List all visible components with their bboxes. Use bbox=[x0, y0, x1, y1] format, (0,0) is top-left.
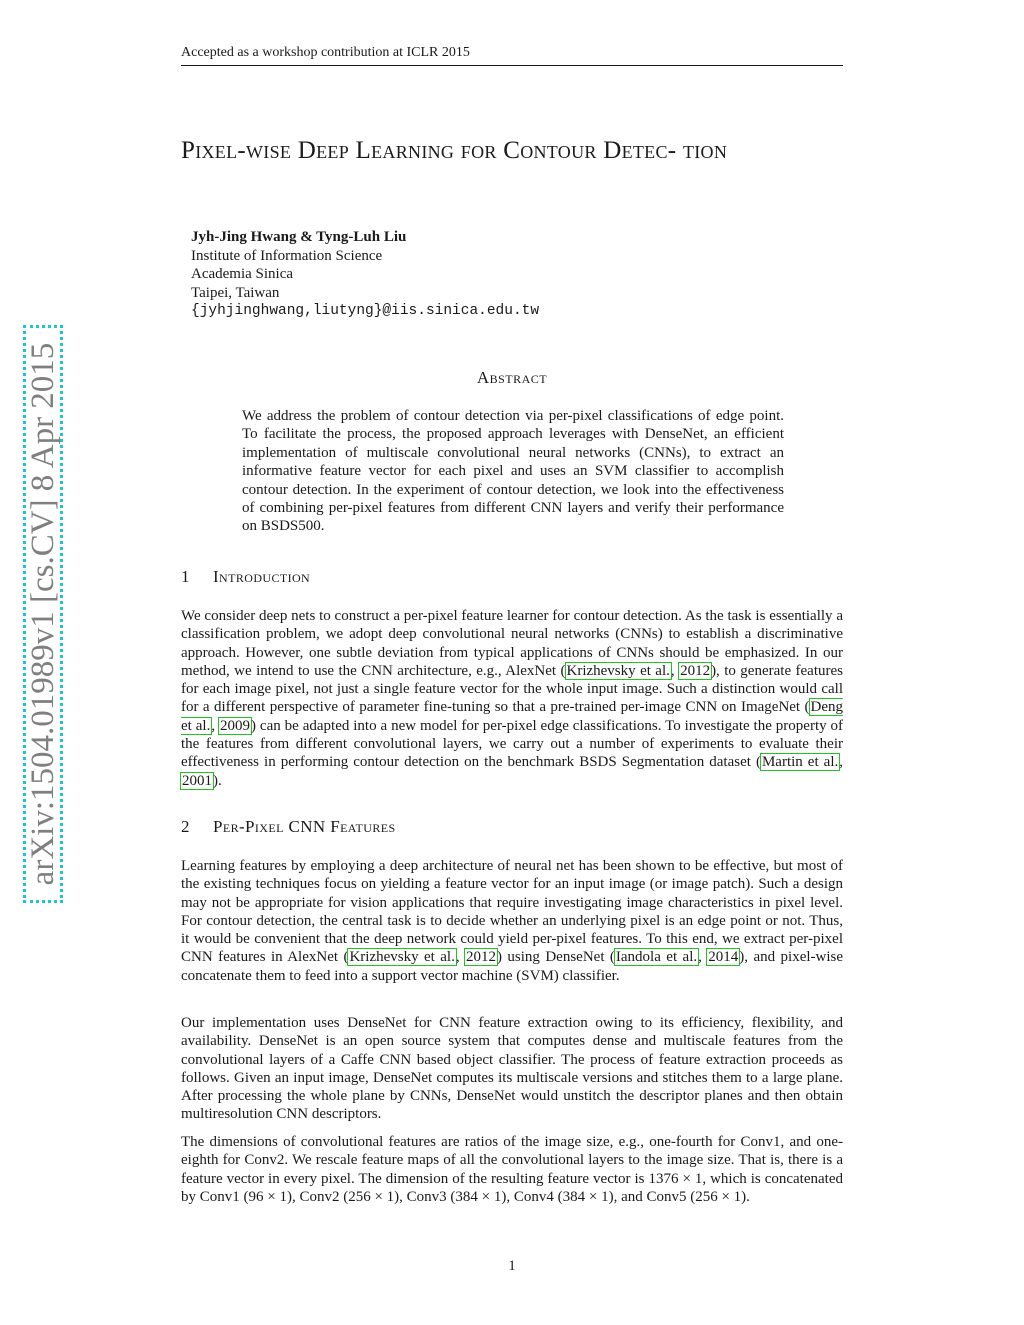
arxiv-stamp[interactable] bbox=[24, 326, 62, 902]
paper-title: Pixel-wise Deep Learning for Contour Detec- tion bbox=[181, 137, 728, 164]
section-2-title: Per-Pixel CNN Features bbox=[213, 817, 396, 836]
intro-text-b: ), to generate features for each image pixel, not just a single feature vector for the whole input image. Such a distinction would call for a different perspective of parameter fine-tuning so that a pre-trained per-image CNN on ImageNet ( bbox=[181, 662, 843, 716]
author-email: {jyhjinghwang,liutyng}@iis.sinica.edu.tw bbox=[191, 303, 540, 319]
citation-martin-year[interactable]: 2001 bbox=[182, 772, 212, 789]
citation-krizhevsky-name[interactable]: Krizhevsky et al. bbox=[566, 662, 670, 679]
intro-text-a: We consider deep nets to construct a per-pixel feature learner for contour detection. As the task is essentially a classification problem, we adopt deep convolutional neural networks (CNNs) to establish a discriminative approach. However, one subtle deviation from typical applications of CNNs should be emphasized. In our method, we intend to use the CNN architecture, e.g., AlexNet ( bbox=[181, 608, 843, 679]
citation-iandola-year[interactable]: 2014 bbox=[708, 949, 739, 966]
citation-krizhevsky-2-year[interactable]: 2012 bbox=[466, 949, 497, 966]
citation-deng-name[interactable]: Deng et al. bbox=[181, 699, 843, 734]
page-number: 1 bbox=[508, 1258, 516, 1274]
citation-iandola-name[interactable]: Iandola et al. bbox=[615, 949, 698, 966]
features-text-b: ) using DenseNet ( bbox=[497, 949, 615, 966]
citation-krizhevsky-year[interactable]: 2012 bbox=[680, 662, 711, 679]
citation-deng-year[interactable]: 2009 bbox=[220, 717, 250, 734]
section-1-title: Introduction bbox=[213, 567, 311, 586]
abstract-text: We address the problem of contour detection via per-pixel classifications of edge point. To facilitate the process, the proposed approach leverages with DenseNet, an efficient implementation of multiscale convolutional neural networks (CNNs), to extract an informative feature vector for each pixel and uses an SVM classifier to accomplish contour detection. In the experiment of contour detection, we look into the effectiveness of combining per-pixel features from different CNN layers and verify their performance on BSDS500. bbox=[242, 408, 784, 535]
author-affiliation-3: Taipei, Taiwan bbox=[191, 284, 280, 301]
section-1-number: 1 bbox=[181, 567, 190, 586]
author-block bbox=[191, 228, 791, 321]
citation-krizhevsky-2-name[interactable]: Krizhevsky et al. bbox=[349, 949, 455, 966]
citation-martin-name[interactable]: Martin et al. bbox=[761, 754, 839, 771]
abstract-heading: Abstract bbox=[476, 368, 548, 387]
features-paragraph-2: Our implementation uses DenseNet for CNN feature extraction owing to its efficiency, flexibility, and availability. DenseNet is an open source system that computes dense and multiscale features from the convolutional layers of a Caffe CNN based object classifier. The process of feature extraction proceeds as follows. Given an input image, DenseNet computes its multiscale versions and stitches them to a large plane. After processing the whole plane by CNNs, DenseNet would unstitch the descriptor planes and then obtain multiresolution CNN descriptors. bbox=[181, 1015, 843, 1123]
section-2-number: 2 bbox=[181, 817, 190, 836]
running-header: Accepted as a workshop contribution at ICLR 2015 bbox=[181, 44, 843, 66]
features-paragraph-3: The dimensions of convolutional features are ratios of the image size, e.g., one-fourth for Conv1, and one-eighth for Conv2. We rescale feature maps of all the convolutional layers to the image size. That is, there is a feature vector in every pixel. The dimension of the resulting feature vector is 1376 × 1, which is concatenated by Conv1 (96 × 1), Conv2 (256 × 1), Conv3 (384 × 1), Conv4 (384 × 1), and Conv5 (256 × 1). bbox=[181, 1134, 843, 1205]
features-text-c: ), and pixel-wise concatenate them to feed into a support vector machine (SVM) classifier. bbox=[181, 949, 844, 984]
section-1-heading bbox=[181, 567, 843, 587]
intro-text-c: ) can be adapted into a new model for per-pixel edge classifications. To investigate the property of the features from different convolutional layers, we carry out a number of experiments to evaluate their effectiveness in performing contour detection on the benchmark BSDS Segmentation dataset ( bbox=[181, 717, 844, 771]
section-2-heading bbox=[181, 817, 843, 837]
author-affiliation-2: Academia Sinica bbox=[191, 266, 294, 282]
intro-text-d: ). bbox=[213, 772, 222, 789]
features-text-a: Learning features by employing a deep architecture of neural net has been shown to be effective, but most of the existing techniques focus on yielding a feature vector for an input image (or image patch). Such a design may not be appropriate for vision applications that require investigating image characteristics in pixel level. For contour detection, the central task is to decide whether an underlying pixel is an edge point or not. Thus, it would be convenient that the deep network could yield per-pixel features. To this end, we extract per-pixel CNN features in AlexNet ( bbox=[181, 858, 843, 966]
intro-paragraph: We consider deep nets to construct a per-pixel feature learner for contour detection. As the task is essentially a classification problem, we adopt deep convolutional neural networks (CNNs) to establish a discriminative approach. However, one subtle deviation from typical applications of CNNs should be emphasized. In our method, we intend to use the CNN architecture, e.g., AlexNet (Krizhevsky et al., 2012), to generate features for each image pixel, not just a single feature vector for the whole input image. Such a distinction would call for a different perspective of parameter fine-tuning so that a pre-trained per-image CNN on ImageNet (Deng et al., 2009) can be adapted into a new model for per-pixel edge classifications. To investigate the property of the features from different convolutional layers, we carry out a number of experiments to evaluate their effectiveness in performing contour detection on the benchmark BSDS Segmentation dataset (Martin et al., 2001). bbox=[181, 608, 844, 789]
author-names: Jyh-Jing Hwang & Tyng-Luh Liu bbox=[191, 229, 407, 245]
features-paragraph-1: Learning features by employing a deep architecture of neural net has been shown to be effective, but most of the existing techniques focus on yielding a feature vector for an input image (or image patch). Such a design may not be appropriate for vision applications that require investigating image characteristics in pixel level. For contour detection, the central task is to decide whether an underlying pixel is an edge point or not. Thus, it would be convenient that the deep network could yield per-pixel features. To this end, we extract per-pixel CNN features in AlexNet (Krizhevsky et al., 2012) using DenseNet (Iandola et al., 2014), and pixel-wise concatenate them to feed into a support vector machine (SVM) classifier. bbox=[181, 858, 844, 984]
arxiv-id-label[interactable]: arXiv:1504.01989v1 [cs.CV] 8 Apr 2015 bbox=[24, 326, 62, 902]
author-affiliation-1: Institute of Information Science bbox=[191, 247, 383, 264]
